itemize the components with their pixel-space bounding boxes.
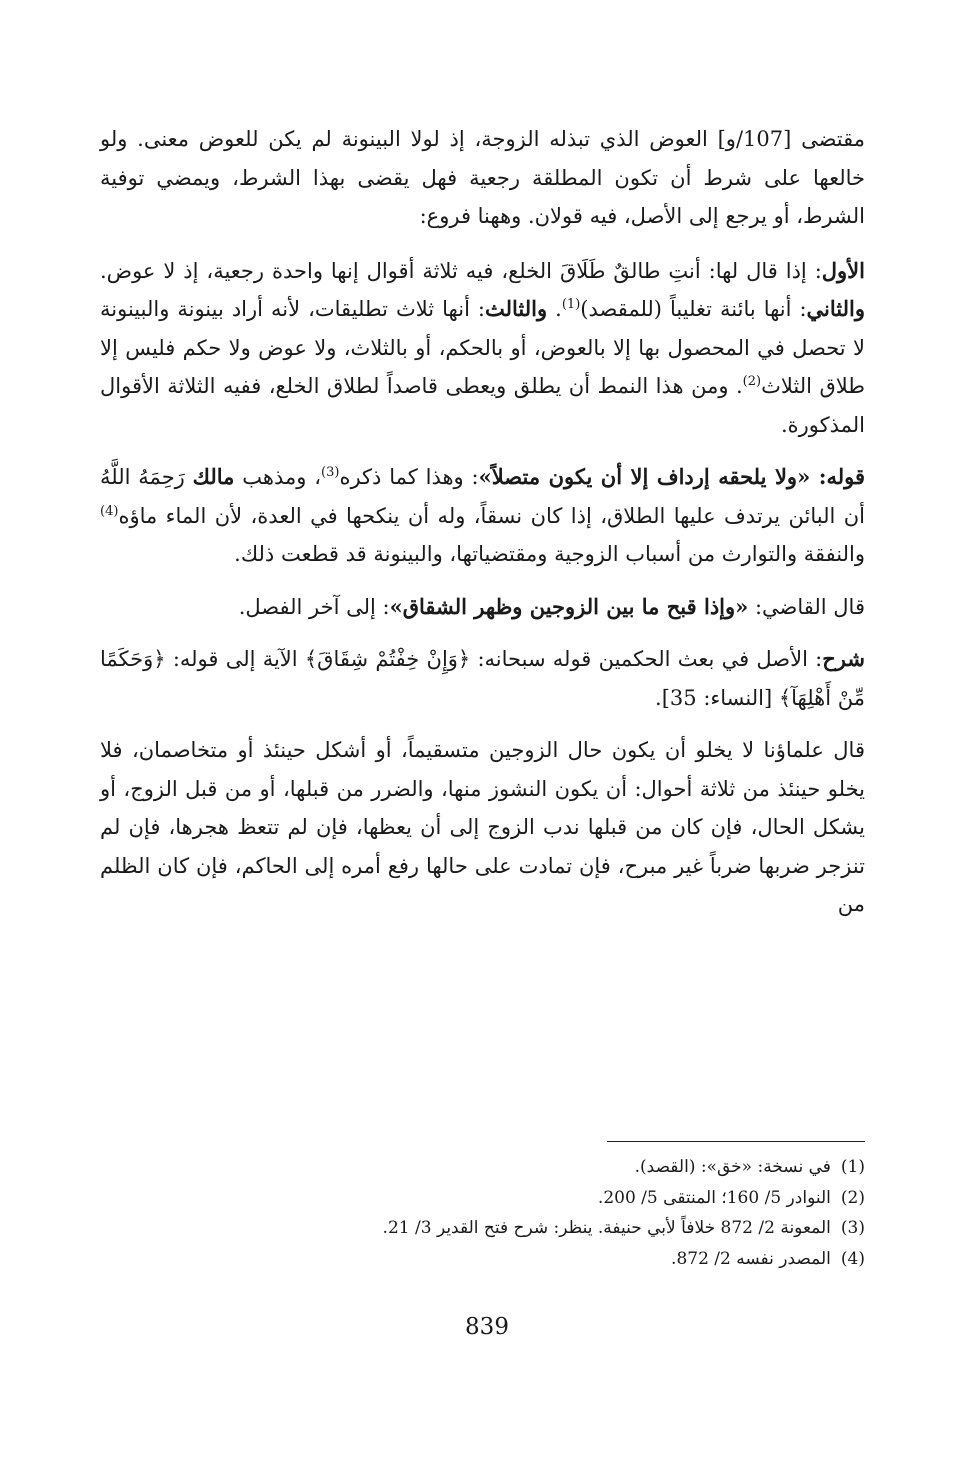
text: : إذا قال لها: أنتِ طالقٌ طَلَاقَ الخلع، فيه ثلاثة أقوال إنها واحدة رجعية، إذ لا عوض. — [100, 258, 822, 283]
text: : الأصل في بعث الحكمين قوله سبحانه: ﴿وَإِنْ خِفْتُمْ شِقَاقَ﴾ الآية إلى قوله: ﴿وَحَكَمًا مِّنْ أَهْلِهَآ﴾ [النساء: 35]. — [100, 647, 865, 710]
main-text — [100, 120, 865, 938]
footnote-text: النوادر 5/ 160؛ المنتقى 5/ 200. — [597, 1187, 831, 1208]
lead-text: قوله: — [810, 464, 865, 489]
footnotes — [100, 1141, 865, 1274]
footnote-ref-1[interactable]: (1) — [561, 297, 581, 312]
footnote-number: (4) — [840, 1248, 865, 1269]
footnote-number: (3) — [840, 1218, 865, 1238]
paragraph-1: مقتضى [107/و] العوض الذي تبذله الزوجة، إذ لولا البينونة لم يكن للعوض معنى. ولو خالعها على شرط أن تكون المطلقة رجعية فهل يقضى بهذا الشرط، ويمضي توفية الشرط، أو يرجع إلى الأصل، فيه قولان. وههنا فروع: — [100, 127, 865, 228]
paragraph-5 — [100, 640, 865, 717]
text: : وهذا كما ذكره — [339, 465, 479, 489]
text: ، ومذهب — [234, 465, 322, 489]
footnote-4 — [100, 1244, 865, 1275]
footnote-text: المعونة 2/ 872 خلافاً لأبي حنيفة. ينظر: شرح فتح القدير 3/ 21. — [382, 1218, 831, 1238]
page-number: 839 — [465, 1314, 509, 1340]
text: : أنها بائنة تغليباً (للمقصد) — [580, 297, 807, 321]
text: والنفقة والتوارث من أسباب الزوجية ومقتضياتها، والبينونة قد قطعت ذلك. — [234, 542, 865, 566]
paragraph-4 — [100, 588, 865, 627]
footnote-divider — [607, 1141, 865, 1142]
text: : إلى آخر الفصل. — [238, 594, 390, 619]
term-second: والثاني — [806, 296, 866, 321]
text: : أنها ثلاث تطليقات، لأنه أراد بينونة والبينونة لا تحصل في المحصول بها إلا بالعوض، أو بالحكم، أو بالثلاث، ولا عوض ولا حكم فليس إلا طلاق الثلاث — [100, 297, 865, 398]
paragraph-3 — [100, 458, 865, 574]
paragraph-2 — [100, 252, 865, 445]
term-sharh: شرح — [822, 646, 865, 671]
term-first: الأول — [821, 257, 865, 283]
footnote-number: (2) — [840, 1187, 865, 1208]
term-third: والثالث — [485, 296, 548, 321]
lead-text: قال القاضي: — [748, 594, 865, 619]
footnote-text: المصدر نفسه 2/ 872. — [671, 1248, 831, 1269]
text: . ومن هذا النمط أن يطلق ويعطى قاصداً لطلاق الخلع، ففيه الثلاثة الأقوال المذكورة. — [100, 374, 865, 437]
quoted-text: «ولا يلحقه إرداف إلا أن يكون متصلاً» — [478, 464, 811, 489]
footnote-ref-4[interactable]: (4) — [100, 503, 119, 519]
footnote-ref-2[interactable]: (2) — [742, 374, 762, 389]
footnote-3 — [100, 1213, 865, 1244]
footnote-text: في نسخة: «خق»: (القصد). — [634, 1157, 831, 1177]
footnote-ref-3[interactable]: (3) — [321, 465, 340, 480]
footnote-1 — [100, 1152, 865, 1183]
name-malik: مالك — [192, 464, 235, 489]
quoted-text: «وإذا قبح ما بين الزوجين وظهر الشقاق» — [389, 593, 749, 619]
footnote-number: (1) — [840, 1157, 865, 1177]
paragraph-6: قال علماؤنا لا يخلو أن يكون حال الزوجين متسقيماً، أو أشكل حينئذ أو متخاصمان، فلا يخلو حينئذ من ثلاثة أحوال: أن يكون النشوز منها، والضرر من قبلها، أو من قبل الزوج، أو يشكل الحال، فإن كان من قبلها ندب الزوج إلى أن يعظها، فإن لم تتعظ هجرها، فإن لم تنزجر ضربها ضرباً غير مبرح، فإن تمادت على حالها رفع أمره إلى الحاكم، فإن كان الظلم من — [100, 738, 865, 916]
text: رَحِمَهُ اللَّهُ أن البائن يرتدف عليها الطلاق، إذا كان نسقاً، وله أن ينكحها في العدة، لأن الماء ماؤه — [100, 465, 865, 528]
text: . — [547, 297, 562, 321]
footnote-2 — [100, 1183, 865, 1214]
